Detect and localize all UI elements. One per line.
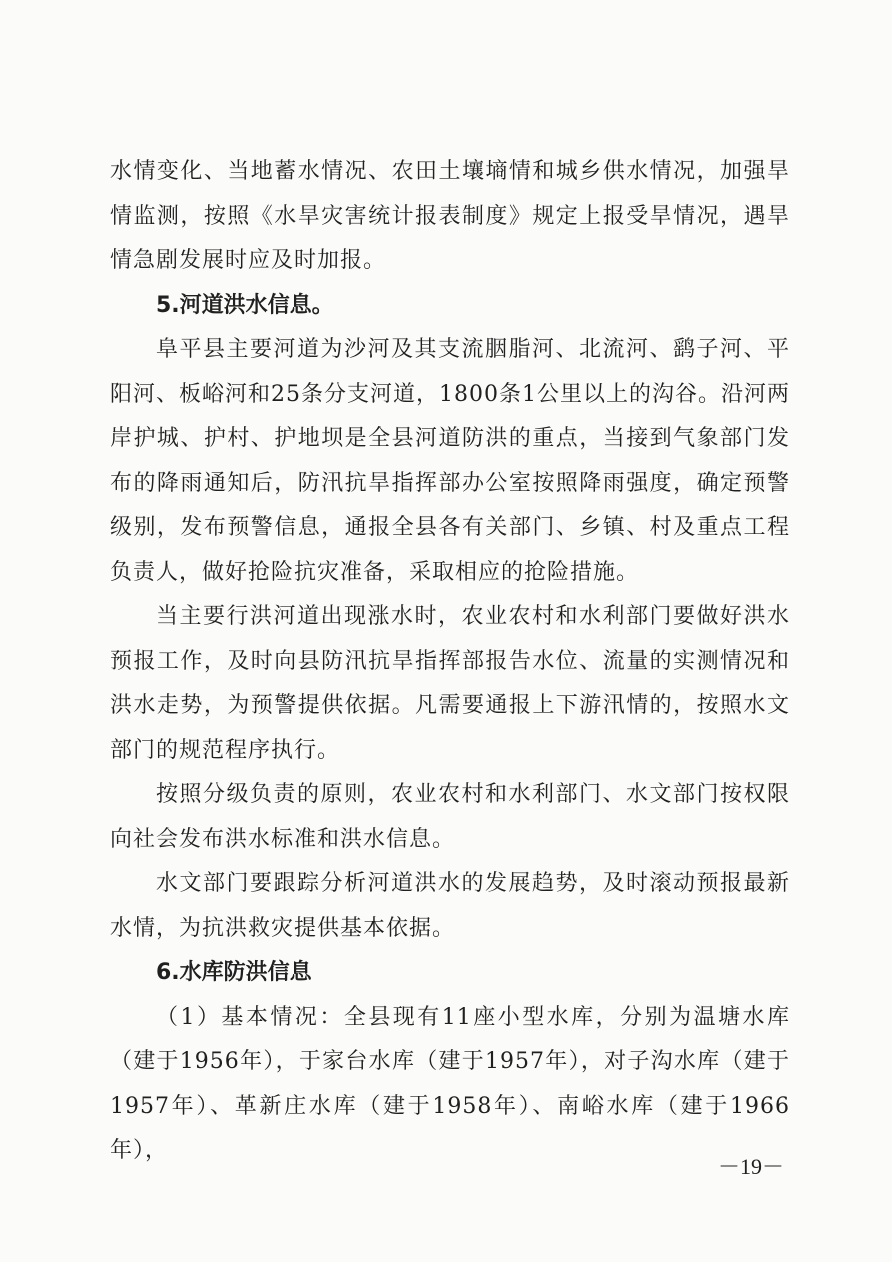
section-heading-river-flood: 5.河道洪水信息。 bbox=[156, 292, 334, 318]
paragraph-drought-reporting: 水情变化、当地蓄水情况、农田土壤墒情和城乡供水情况，加强旱情监测，按照《水旱灾害统计报表制度》规定上报受旱情况，遇旱情急剧发展时应及时加报。 bbox=[110, 159, 790, 273]
paragraph-flood-publishing: 按照分级负责的原则，农业农村和水利部门、水文部门按权限向社会发布洪水标准和洪水信息。 bbox=[110, 782, 790, 852]
section-heading-reservoir-flood: 6.水库防洪信息 bbox=[156, 960, 312, 985]
page-number: －19－ bbox=[717, 1154, 784, 1179]
paragraph-hydrology-tracking: 水文部门要跟踪分析河道洪水的发展趋势，及时滚动预报最新水情，为抗洪救灾提供基本依据。 bbox=[110, 871, 790, 941]
document-body bbox=[110, 150, 790, 1174]
paragraph-river-overview: 阜平县主要河道为沙河及其支流胭脂河、北流河、鹞子河、平阳河、板峪河和25条分支河道，1800条1公里以上的沟谷。沿河两岸护城、护村、护地坝是全县河道防洪的重点，当接到气象部门发布的降雨通知后，防汛抗旱指挥部办公室按照降雨强度，确定预警级别，发布预警信息，通报全县各有关部门、乡镇、村及重点工程负责人，做好抢险抗灾准备，采取相应的抢险措施。 bbox=[110, 337, 790, 585]
paragraph-flood-forecast: 当主要行洪河道出现涨水时，农业农村和水利部门要做好洪水预报工作，及时向县防汛抗旱指挥部报告水位、流量的实测情况和洪水走势，为预警提供依据。凡需要通报上下游汛情的，按照水文部门的规范程序执行。 bbox=[110, 604, 790, 763]
paragraph-reservoir-basic: （1）基本情况：全县现有11座小型水库，分别为温塘水库（建于1956年），于家台水库（建于1957年），对子沟水库（建于1957年）、革新庄水库（建于1958年）、南峪水库（建于1966年）， bbox=[110, 1004, 790, 1163]
